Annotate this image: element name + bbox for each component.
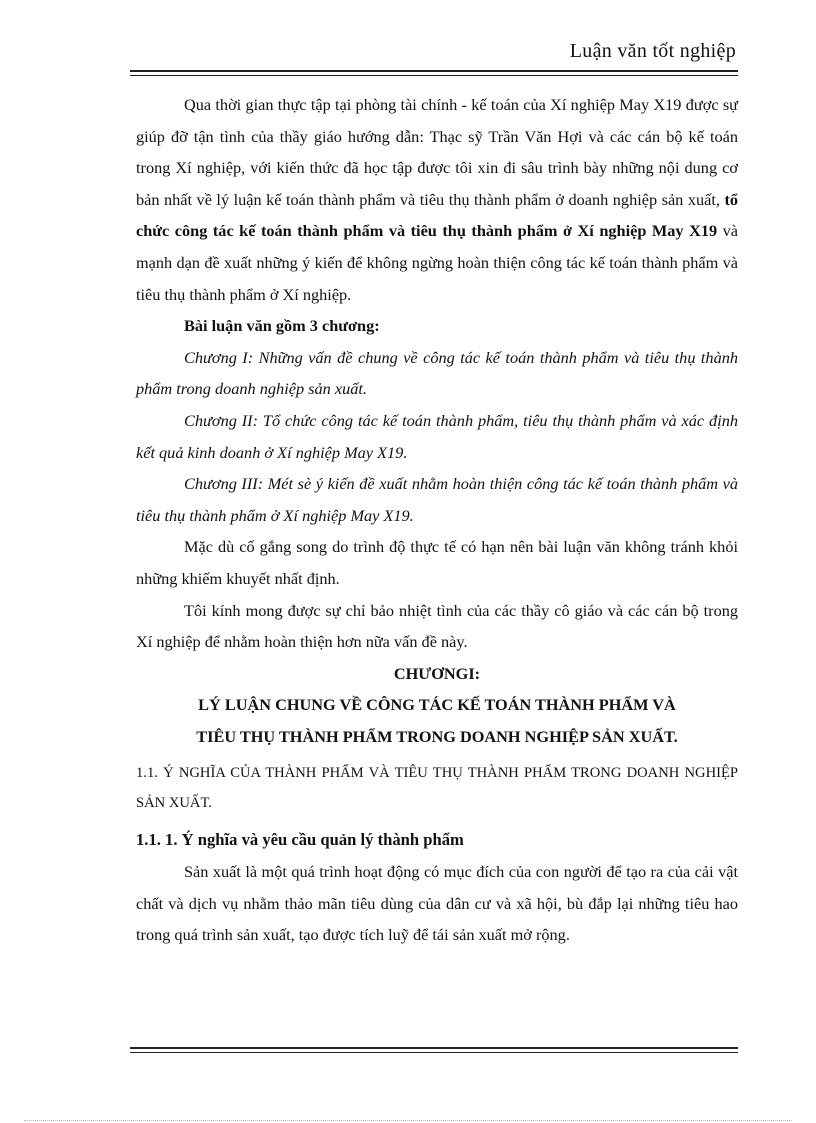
intro-bold-topic: tổ chức công tác kế toán thành phẩm và tiêu thụ thành phẩm ở Xí nghiệp May X19 [136,189,738,241]
structure-heading: Bài luận văn gồm 3 chương: [184,316,380,336]
document-body [136,89,738,951]
page-bottom-edge [24,1120,792,1121]
thanks-paragraph: Tôi kính mong được sự chỉ bảo nhiệt tình của các thầy cô giáo và các cán bộ trong Xí nghiệp để nhằm hoàn thiện hơn nữa vấn đề này. [136,600,738,652]
footer-divider [130,1047,738,1053]
limitations-paragraph: Mặc dù cố gắng song do trình độ thực tế có hạn nên bài luận văn không tránh khỏi những khiếm khuyết nhất định. [136,537,738,588]
intro-text-2: và mạnh dạn đề xuất những ý kiến để không ngừng hoàn thiện công tác kế toán thành phẩm và tiêu thụ thành phẩm ở Xí nghiệp. [136,221,739,304]
chapter-summary-2: Chương II: Tổ chức công tác kế toán thành phẩm, tiêu thụ thành phẩm và xác định kết quả kinh doanh ở Xí nghiệp May X19. [136,410,738,462]
chapter-summary-1: Chương I: Những vấn đề chung về công tác kế toán thành phẩm và tiêu thụ thành phẩm trong doanh nghiệp sản xuất. [136,347,738,399]
page-header-title: Luận văn tốt nghiệp [569,40,736,62]
chapter-title-line-2: TIÊU THỤ THÀNH PHẨM TRONG DOANH NGHIỆP SẢN XUẤT. [196,726,678,746]
intro-paragraph [136,89,738,310]
subsection-heading-1-1-1: 1.1. 1. Ý nghĩa và yêu cầu quản lý thành phẩm [136,830,464,850]
section-heading-1-1: 1.1. Ý NGHĨA CỦA THÀNH PHẨM VÀ TIÊU THỤ THÀNH PHẨM TRONG DOANH NGHIỆP SẢN XUẤT. [136,765,738,812]
chapter-summary-3: Chương III: Mét sè ý kiến đề xuất nhằm hoàn thiện công tác kế toán thành phẩm và tiêu thụ thành phẩm ở Xí nghiệp May X19. [136,474,738,525]
chapter-label: CHƯƠNGI: [393,663,481,683]
intro-text-1: Qua thời gian thực tập tại phòng tài chính - kế toán của Xí nghiệp May X19 được sự giúp đỡ tận tình của thầy giáo hướng dẫn: Thạc sỹ Trần Văn Hợi và các cán bộ kế toán trong Xí nghiệp, với kiến thức đã học tập được tôi xin đi sâu trình bày những nội dung cơ bản nhất về lý luận kế toán thành phẩm và tiêu thụ thành phẩm ở doanh nghiệp sản xuất, [136,95,738,209]
header-divider [130,70,738,76]
section-body-paragraph: Sản xuất là một quá trình hoạt động có mục đích của con người để tạo ra của cải vật chất và dịch vụ nhằm thảo mãn tiêu dùng của dân cư và xã hội, bù đắp lại những tiêu hao trong quá trình sản xuất, tạo được tích luỹ để tái sản xuất mở rộng. [136,862,738,945]
chapter-title-line-1: LÝ LUẬN CHUNG VỀ CÔNG TÁC KẾ TOÁN THÀNH PHẨM VÀ [198,695,676,715]
